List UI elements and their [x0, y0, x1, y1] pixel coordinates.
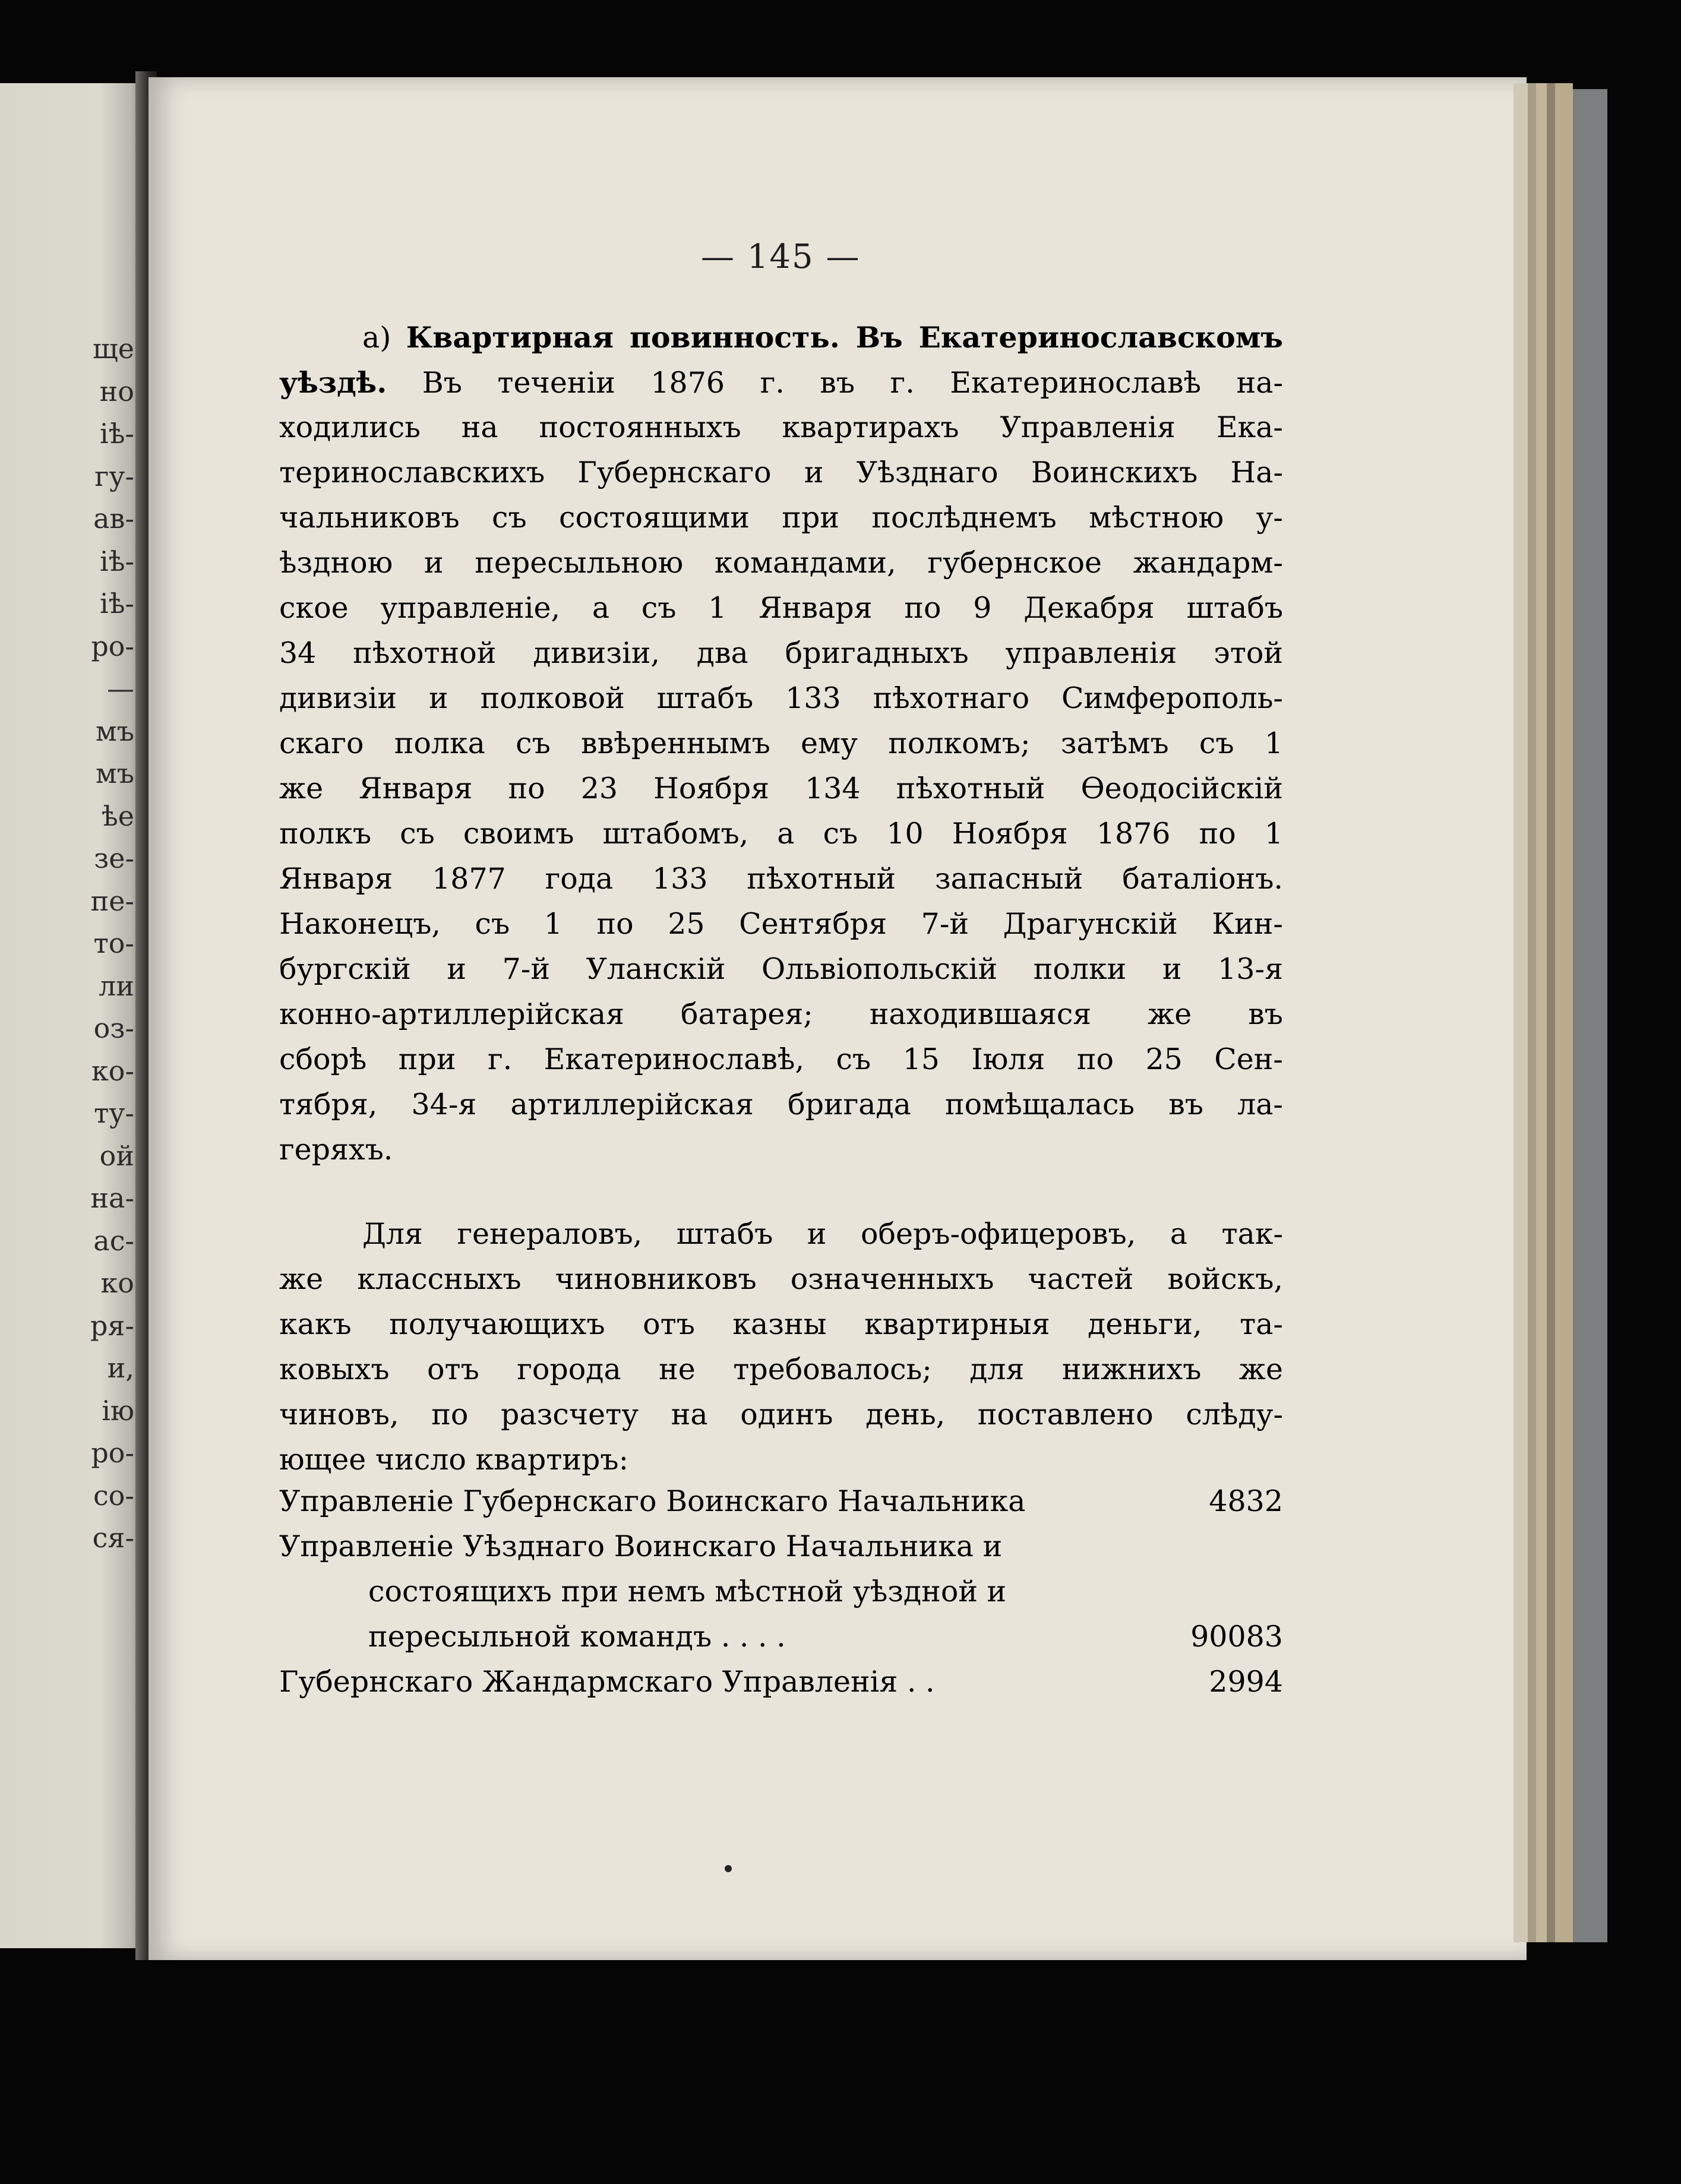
left-page-fragment: ав- [93, 502, 134, 535]
text-segment: Квартирная повинность. Въ Екатеринославскомъ [406, 320, 1283, 355]
table-row [279, 1614, 1283, 1660]
left-page-fragment: но [99, 375, 134, 407]
text-line: Для генераловъ, штабъ и оберъ-офицеровъ, а так- [362, 1217, 1283, 1251]
page-edge [1528, 83, 1536, 1942]
left-page-fragment: ас- [93, 1224, 134, 1257]
text-line [279, 902, 1283, 947]
left-page-fragment: гу- [94, 460, 134, 492]
text-line [279, 676, 1283, 721]
left-page-fragment: ѣе [102, 799, 134, 832]
text-line [279, 1037, 1283, 1082]
left-page-fragment: ко- [91, 1054, 134, 1087]
text-segment: конно-артиллерійская батарея; находившаяся же въ [279, 997, 1283, 1031]
page-edge [1536, 83, 1547, 1942]
text-line [279, 811, 1283, 856]
text-segment: тября, 34-я артиллерійская бригада помѣщалась въ ла- [279, 1088, 1283, 1121]
text-line [279, 405, 1283, 450]
left-page-fragment: пе- [90, 884, 134, 917]
left-page-fragment: ся- [92, 1522, 134, 1554]
text-segment: скаго полка съ ввѣреннымъ ему полкомъ; затѣмъ съ 1 [279, 726, 1283, 760]
text-line: какъ получающихъ отъ казны квартирныя деньги, та- [279, 1307, 1283, 1341]
text-line [279, 721, 1283, 766]
text-segment: бургскій и 7-й Уланскій Ольвіопольскій полки и 13-я [279, 952, 1283, 986]
left-page-fragment: и, [107, 1352, 134, 1384]
left-page-fragment: на- [90, 1182, 134, 1214]
quarters-table [279, 1479, 1283, 1705]
text-line [279, 541, 1283, 586]
left-page-fragment: — [107, 672, 134, 704]
left-page-fragment: ко [100, 1267, 134, 1299]
paragraph-quartering-duty [279, 315, 1283, 1172]
text-line [279, 450, 1283, 495]
left-page-fragment: оз- [93, 1012, 134, 1044]
row-label: Управленіе Губернскаго Воинскаго Начальника [279, 1484, 1026, 1518]
left-page-fragment: іѣ- [100, 545, 134, 577]
row-label: Управленіе Уѣзднаго Воинскаго Начальника и [279, 1529, 1003, 1563]
text-segment: Января 1877 года 133 пѣхотный запасный баталіонъ. [279, 862, 1283, 896]
text-segment: же Января по 23 Ноября 134 пѣхотный Ѳеодосійскій [279, 772, 1283, 805]
left-facing-page [0, 83, 143, 1948]
book-cover-edge [1573, 89, 1607, 1942]
text-line [279, 856, 1283, 902]
page-edge [1555, 83, 1573, 1942]
left-page-fragment: ію [102, 1394, 134, 1427]
left-page-fragment: зе- [94, 842, 134, 874]
left-page-fragment: мъ [95, 715, 134, 747]
text-line [279, 992, 1283, 1037]
text-segment: теринославскихъ Губернскаго и Уѣзднаго Воинскихъ На- [279, 456, 1283, 489]
text-line [279, 947, 1283, 992]
left-page-fragment: ту- [93, 1097, 134, 1129]
left-page-fragment: мъ [95, 757, 134, 789]
table-row [279, 1479, 1283, 1524]
row-label: состоящихъ при немъ мѣстной уѣздной и [368, 1575, 1007, 1608]
text-line [279, 631, 1283, 676]
text-line [279, 495, 1283, 541]
left-page-fragment: іѣ- [100, 587, 134, 620]
table-row [279, 1569, 1283, 1614]
left-page-fragment: ли [99, 969, 134, 1002]
text-segment: Наконецъ, съ 1 по 25 Сентября 7-й Драгунскій Кин- [279, 907, 1283, 941]
text-line [279, 1127, 1283, 1172]
left-page-fragment: ро- [91, 630, 134, 662]
table-row [279, 1524, 1283, 1569]
left-page-fragment: со- [93, 1479, 134, 1512]
left-page-fragment: іѣ- [100, 418, 134, 450]
row-label: Губернскаго Жандармскаго Управленія . . [279, 1665, 935, 1699]
paragraph-officers-quarters [279, 1212, 1283, 1483]
left-page-fragment: ще [93, 333, 134, 365]
text-segment: Въ теченіи 1876 г. въ г. Екатеринославѣ на- [387, 366, 1283, 400]
text-segment: а) [362, 321, 406, 355]
ink-speck [725, 1865, 732, 1872]
text-line [279, 766, 1283, 811]
left-page-fragment: ро- [91, 1437, 134, 1469]
text-line [279, 1082, 1283, 1127]
table-row [279, 1660, 1283, 1705]
left-page-fragment: то- [93, 927, 134, 959]
text-line: же классныхъ чиновниковъ означенныхъ частей войскъ, [279, 1262, 1283, 1296]
text-line: чиновъ, по разсчету на одинъ день, поставлено слѣду- [279, 1398, 1283, 1431]
page-number: — 145 — [701, 238, 861, 276]
text-line [279, 360, 1283, 405]
left-page-fragment: ой [99, 1139, 134, 1172]
text-segment: дивизіи и полковой штабъ 133 пѣхотнаго Симферополь- [279, 681, 1283, 715]
text-segment: ходились на постоянныхъ квартирахъ Управленія Ека- [279, 410, 1283, 444]
row-value: 2994 [1209, 1665, 1283, 1699]
text-line [279, 315, 1283, 360]
row-value: 90083 [1190, 1620, 1283, 1654]
text-line: ющее число квартиръ: [279, 1443, 629, 1477]
text-line: ковыхъ отъ города не требовалось; для нижнихъ же [279, 1352, 1283, 1386]
page-edge [1513, 83, 1528, 1942]
text-line [279, 586, 1283, 631]
text-segment: чальниковъ съ состоящими при послѣднемъ мѣстною у- [279, 501, 1283, 535]
left-page-fragment: ря- [90, 1309, 134, 1342]
text-segment: полкъ съ своимъ штабомъ, а съ 10 Ноября 1876 по 1 [279, 817, 1283, 851]
text-segment: ѣздною и пересыльною командами, губернское жандарм- [279, 546, 1283, 580]
text-segment: 34 пѣхотной дивизіи, два бригадныхъ управленія этой [279, 636, 1283, 670]
text-segment: уѣздѣ. [279, 365, 387, 400]
row-label: пересыльной командъ . . . . [368, 1620, 786, 1654]
text-segment: сборѣ при г. Екатеринославѣ, съ 15 Іюля по 25 Сен- [279, 1042, 1283, 1076]
page-edge [1547, 83, 1555, 1942]
text-segment: геряхъ. [279, 1133, 393, 1167]
row-value: 4832 [1209, 1484, 1283, 1518]
text-segment: ское управленіе, а съ 1 Января по 9 Декабря штабъ [279, 591, 1283, 625]
